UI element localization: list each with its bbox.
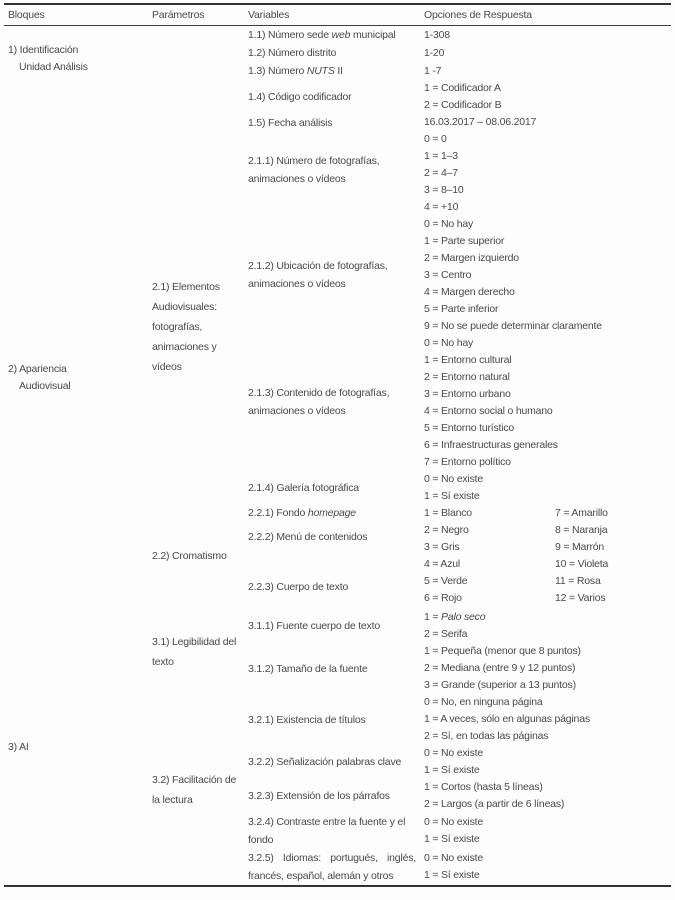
variable-label-line bbox=[248, 26, 416, 44]
bloques-cell bbox=[0, 26, 152, 148]
variable-label-line: 2.1.3) Contenido de fotografías, bbox=[248, 387, 390, 399]
param-row-2.2 bbox=[152, 505, 675, 607]
variable-row-2.1.4 bbox=[248, 471, 675, 505]
param-row-3.2 bbox=[152, 694, 675, 885]
option-value: 1 = Cortos (hasta 5 líneas) bbox=[424, 781, 543, 793]
param-label: vídeos bbox=[152, 360, 182, 373]
option-value: 2 = Margen izquierdo bbox=[424, 252, 519, 264]
block-params bbox=[152, 609, 675, 885]
options-column bbox=[424, 505, 555, 607]
italic-text: web bbox=[331, 29, 351, 41]
variable-label bbox=[248, 62, 424, 80]
variable-label bbox=[248, 849, 424, 885]
param-row-2.1 bbox=[152, 148, 675, 505]
variable-label: 2.2.3) Cuerpo de texto bbox=[248, 581, 349, 593]
options-cell bbox=[424, 609, 675, 643]
options-cell bbox=[424, 63, 675, 80]
param-label: 2.1) Elementos bbox=[152, 280, 220, 293]
variable-label bbox=[248, 148, 424, 188]
variable-row-1.3 bbox=[248, 62, 675, 80]
options-cell bbox=[424, 114, 675, 148]
variable-label bbox=[248, 479, 424, 497]
text-fragment: II bbox=[334, 65, 343, 77]
variable-label-line: francés, español, alemán y otros bbox=[248, 870, 394, 882]
option-value: 0 = No hay bbox=[424, 337, 474, 349]
option-value: 2 = Serifa bbox=[424, 628, 468, 640]
option-value: 4 = Azul bbox=[424, 558, 461, 570]
param-label: Audiovisuales: bbox=[152, 300, 217, 313]
option-value: 2 = Codificador B bbox=[424, 99, 502, 111]
options-cell bbox=[424, 505, 675, 607]
option-value: 16.03.2017 – 08.06.2017 bbox=[424, 116, 537, 128]
option-value: 4 = Margen derecho bbox=[424, 286, 515, 298]
param-row-1 bbox=[152, 26, 675, 148]
option-value: 1 = Sí existe bbox=[424, 833, 480, 845]
options-cell bbox=[424, 745, 675, 779]
table-header-row bbox=[0, 5, 675, 25]
bloques-label: Unidad Análisis bbox=[19, 61, 88, 73]
parametros-cell bbox=[152, 26, 248, 148]
variable-label bbox=[248, 813, 424, 849]
options-cell bbox=[424, 27, 675, 44]
param-variables bbox=[248, 148, 675, 505]
option-value: 1 = Sí existe bbox=[424, 764, 480, 776]
option-value: 1 = Pequeña (menor que 8 puntos) bbox=[424, 645, 581, 657]
param-label: 3.1) Legibilidad del bbox=[152, 635, 237, 648]
option-value: 2 = 4–7 bbox=[424, 167, 458, 179]
option-value: 12 = Varios bbox=[555, 592, 606, 604]
variable-label-line: animaciones o vídeos bbox=[248, 405, 346, 417]
block-row-1 bbox=[0, 26, 675, 148]
bloques-label: 3) AI bbox=[8, 740, 29, 753]
option-value: 2 = Entorno natural bbox=[424, 371, 510, 383]
table-body bbox=[0, 26, 675, 885]
option-value: 2 = Mediana (entre 9 y 12 puntos) bbox=[424, 662, 576, 674]
variable-label bbox=[248, 505, 416, 522]
variable-label-line: 3.2.1) Existencia de títulos bbox=[248, 713, 366, 726]
options-cell bbox=[424, 471, 675, 505]
option-value: 3 = Grande (superior a 13 puntos) bbox=[424, 679, 576, 691]
variable-label-line: 1.2) Número distrito bbox=[248, 47, 337, 59]
option-value: 1-308 bbox=[424, 28, 450, 41]
parametros-cell bbox=[152, 609, 248, 694]
param-label: 3.2) Facilitación de bbox=[152, 773, 237, 786]
variable-label-line: 3.1.1) Fuente cuerpo de texto bbox=[248, 620, 380, 632]
variable-label bbox=[248, 88, 424, 106]
options-cell bbox=[424, 779, 675, 813]
variable-row-3.2.5 bbox=[248, 849, 675, 885]
bloques-label: 1) Identificación bbox=[8, 44, 79, 56]
param-variables bbox=[248, 694, 675, 885]
variable-label-line: 3.1.2) Tamaño de la fuente bbox=[248, 662, 368, 675]
variable-label-line: 3.2.2) Señalización palabras clave bbox=[248, 756, 402, 768]
variable-label-line: 1.5) Fecha análisis bbox=[248, 117, 333, 129]
option-value: 2 = Largos (a partir de 6 líneas) bbox=[424, 798, 565, 810]
bloques-cell bbox=[0, 609, 152, 885]
option-value: 2 = Sí, en todas las páginas bbox=[424, 730, 549, 742]
col-header-variables: Variables bbox=[248, 9, 290, 21]
text-fragment: 1.1) Número sede bbox=[248, 29, 332, 41]
variable-label-line: 2.1.2) Ubicación de fotografías, bbox=[248, 260, 388, 272]
col-header-opciones: Opciones de Respuesta bbox=[424, 9, 532, 21]
variable-label bbox=[248, 753, 424, 771]
option-value: 1 = Sí existe bbox=[424, 869, 480, 881]
option-value: 1 = 1–3 bbox=[424, 150, 458, 162]
options-cell bbox=[424, 148, 675, 233]
option-value: 2 = Negro bbox=[424, 524, 469, 536]
variable-label bbox=[248, 114, 424, 132]
option-value: 10 = Violeta bbox=[555, 558, 609, 570]
text-fragment: 1.3) Número bbox=[248, 65, 307, 77]
param-label: la lectura bbox=[152, 793, 193, 806]
option-value: 9 = Marrón bbox=[555, 541, 605, 553]
variable-row-3.2.2 bbox=[248, 745, 675, 779]
text-fragment: 2.2.1) Fondo bbox=[248, 507, 308, 519]
param-label: animaciones y bbox=[152, 340, 217, 353]
option-value: 1 = Entorno cultural bbox=[424, 354, 512, 366]
option-value bbox=[424, 609, 675, 626]
variable-label-line: animaciones o vídeos bbox=[248, 278, 346, 290]
option-value: 3 = Centro bbox=[424, 269, 472, 281]
variable-label bbox=[248, 233, 424, 293]
option-value: 1-20 bbox=[424, 46, 445, 59]
option-value: 3 = Entorno urbano bbox=[424, 388, 511, 400]
option-value: 1 -7 bbox=[424, 64, 442, 77]
bloques-label: 2) Apariencia bbox=[8, 362, 67, 375]
param-variables bbox=[248, 26, 675, 148]
variable-row-3.2.1 bbox=[248, 694, 675, 745]
option-value: 0 = No existe bbox=[424, 747, 483, 759]
col-header-parametros: Parámetros bbox=[152, 9, 205, 21]
variable-label bbox=[248, 617, 424, 635]
text-fragment: municipal bbox=[350, 29, 396, 41]
variable-label bbox=[248, 660, 424, 678]
variable-label bbox=[248, 711, 424, 729]
block-params bbox=[152, 148, 675, 607]
option-value: 7 = Entorno político bbox=[424, 456, 511, 468]
variable-row-1.4 bbox=[248, 80, 675, 114]
italic-text: NUTS bbox=[306, 65, 335, 77]
option-value: 1 = A veces, sólo en algunas páginas bbox=[424, 713, 590, 725]
variable-row-1.5 bbox=[248, 114, 675, 148]
variable-row-3.1.1 bbox=[248, 609, 675, 643]
option-value: 4 = Entorno social o humano bbox=[424, 405, 553, 417]
variable-label-line: 1.4) Código codificador bbox=[248, 91, 352, 103]
variable-row-3.1.2 bbox=[248, 643, 675, 694]
variable-label bbox=[248, 26, 424, 44]
variable-label-line: fondo bbox=[248, 834, 274, 846]
options-cell bbox=[424, 233, 675, 352]
option-value: 6 = Infraestructuras generales bbox=[424, 439, 558, 451]
italic-text: Palo seco bbox=[441, 611, 486, 623]
variable-label-line bbox=[248, 62, 416, 80]
options-column bbox=[555, 505, 675, 607]
option-value: 0 = No, en ninguna página bbox=[424, 696, 543, 708]
option-value: 1 = Codificador A bbox=[424, 82, 501, 94]
variable-label-line: 3.2.3) Extensión de los párrafos bbox=[248, 790, 390, 802]
option-value: 0 = No existe bbox=[424, 473, 483, 485]
bloques-label: Audiovisual bbox=[19, 379, 71, 392]
option-value: 4 = +10 bbox=[424, 201, 459, 213]
option-value: 0 = 0 bbox=[424, 133, 447, 145]
parametros-cell bbox=[152, 694, 248, 885]
options-cell bbox=[424, 45, 675, 62]
block-params bbox=[152, 26, 675, 148]
variable-row-2.1.3 bbox=[248, 352, 675, 471]
variable-label bbox=[248, 352, 424, 420]
variable-row-2.1.1 bbox=[248, 148, 675, 233]
option-value: 1 = Sí existe bbox=[424, 490, 480, 502]
options-cell bbox=[424, 80, 675, 114]
option-value: 5 = Parte inferior bbox=[424, 303, 499, 315]
option-value: 1 = Parte superior bbox=[424, 235, 505, 247]
option-value: 0 = No existe bbox=[424, 852, 483, 864]
options-cell bbox=[424, 850, 675, 884]
variable-row-3.2.4 bbox=[248, 813, 675, 849]
option-value: 5 = Verde bbox=[424, 575, 468, 587]
param-row-3.1 bbox=[152, 609, 675, 694]
col-header-bloques: Bloques bbox=[8, 9, 45, 21]
parametros-cell bbox=[152, 148, 248, 505]
block-row-2 bbox=[0, 148, 675, 607]
variable-row-3.2.3 bbox=[248, 779, 675, 813]
option-value: 11 = Rosa bbox=[555, 575, 601, 587]
option-value: 6 = Rojo bbox=[424, 592, 462, 604]
option-value: 0 = No hay bbox=[424, 218, 474, 230]
block-row-3 bbox=[0, 609, 675, 885]
text-fragment: 1 = bbox=[424, 611, 442, 623]
options-cell bbox=[424, 352, 675, 471]
options-cell bbox=[424, 814, 675, 848]
param-label: 2.2) Cromatismo bbox=[152, 550, 227, 562]
variable-label-line: 3.2.4) Contraste entre la fuente y el bbox=[248, 816, 406, 828]
option-value: 5 = Entorno turístico bbox=[424, 422, 515, 434]
option-value: 8 = Naranja bbox=[555, 524, 608, 536]
option-value: 1 = Blanco bbox=[424, 507, 472, 519]
bloques-cell bbox=[0, 148, 152, 607]
option-value: 0 = No existe bbox=[424, 816, 483, 828]
param-variables bbox=[248, 609, 675, 694]
variables-cell bbox=[248, 505, 424, 607]
option-value: 3 = 8–10 bbox=[424, 184, 464, 196]
variable-label bbox=[248, 787, 424, 805]
param-label: texto bbox=[152, 655, 174, 668]
options-cell bbox=[424, 643, 675, 694]
variable-label: 2.2.2) Menú de contenidos bbox=[248, 531, 368, 543]
param-label: fotografías, bbox=[152, 320, 203, 333]
table-bottom-rule bbox=[4, 885, 671, 887]
variable-row-1.2 bbox=[248, 44, 675, 62]
option-value: 9 = No se puede determinar claramente bbox=[424, 320, 602, 332]
option-value: 7 = Amarillo bbox=[555, 507, 608, 519]
variable-label bbox=[248, 44, 424, 62]
variable-row-1.1 bbox=[248, 26, 675, 44]
variable-label-line: 2.1.4) Galería fotográfica bbox=[248, 482, 359, 494]
options-cell bbox=[424, 694, 675, 745]
variable-row-2.1.2 bbox=[248, 233, 675, 352]
option-value: 3 = Gris bbox=[424, 541, 460, 553]
parametros-cell bbox=[152, 505, 248, 607]
variable-label-line: 3.2.5) Idiomas: portugués, inglés, bbox=[248, 852, 416, 864]
italic-text: homepage bbox=[307, 507, 356, 519]
variable-label-line: animaciones o vídeos bbox=[248, 173, 346, 185]
variable-label-line: 2.1.1) Número de fotografías, bbox=[248, 155, 380, 167]
